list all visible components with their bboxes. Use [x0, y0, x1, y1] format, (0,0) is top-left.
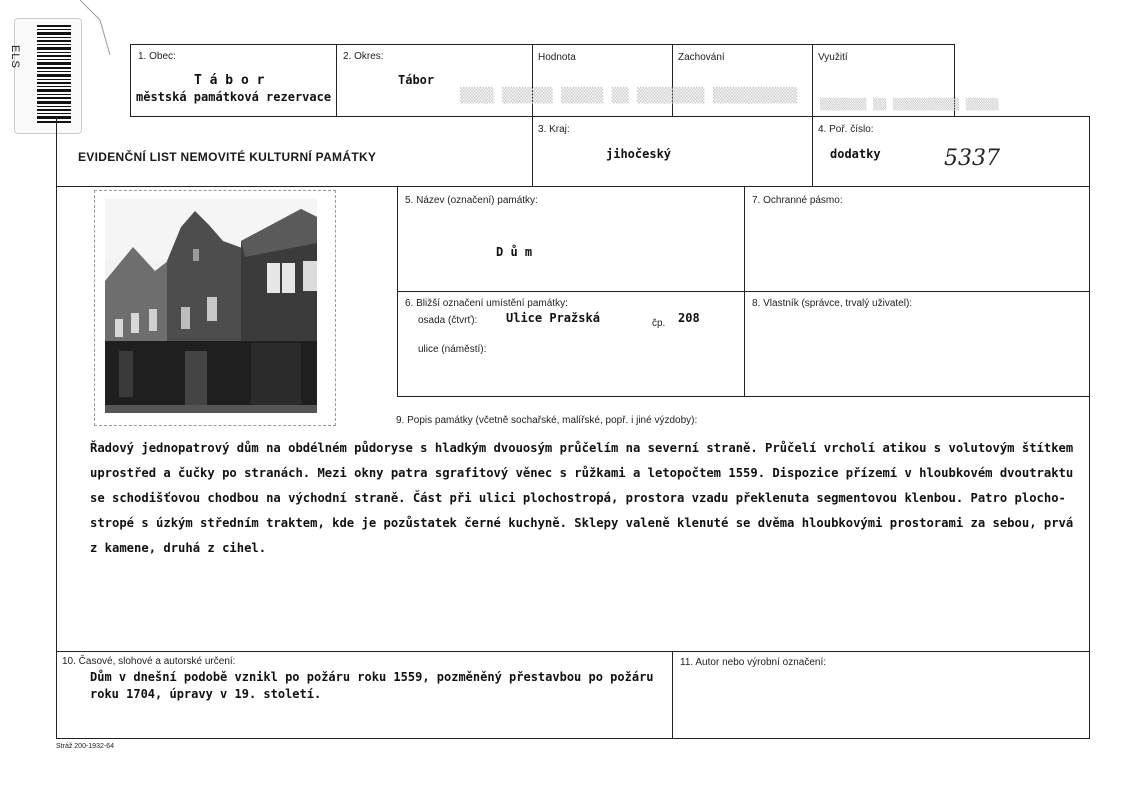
popis-text	[90, 436, 1074, 561]
popis-label: 9. Popis památky (včetně sochařské, malířské, popř. i jiné výzdoby):	[396, 415, 698, 426]
vyuziti-label: Využití	[818, 52, 848, 63]
popis-line: uprostřed a čučky po stranách. Mezi okny patra sgrafitový věnec s růžkami a letopočtem 1559. Dispozice přízemí v hloubkovém dvoutraktu	[90, 466, 1074, 480]
casove-line: Dům v dnešní podobě vznikl po požáru roku 1559, pozměněný přestavbou po požáru	[90, 670, 654, 684]
ochranne-pasmo-label: 7. Ochranné pásmo:	[752, 195, 843, 206]
barcode-icon	[37, 25, 71, 125]
popis-line: z kamene, druhá z cihel.	[90, 541, 267, 555]
building-photo	[94, 190, 336, 426]
nazev-value: D ů m	[496, 245, 533, 259]
popis-line: se schodišťovou chodbou na východní straně. Část při ulici plochostropá, prostora vzadu překlenuta segmentovou klenbou. Patro plocho-	[90, 491, 1066, 505]
umisteni-label: 6. Bližší označení umístění památky:	[405, 298, 568, 309]
por-cislo-value: dodatky	[830, 147, 881, 161]
kraj-value: jihočeský	[606, 147, 672, 161]
show-through-text: ▒▒▒▒ ▒▒▒▒▒▒ ▒▒▒▒▒ ▒▒ ▒▒▒▒▒▒▒▒ ▒▒▒▒▒▒▒▒▒▒	[460, 88, 798, 104]
handwritten-number: 5337	[944, 146, 1000, 171]
obec-value-reserve: městská památková rezervace	[136, 90, 332, 104]
hodnota-label: Hodnota	[538, 52, 576, 63]
ulice-label: ulice (náměstí):	[418, 344, 487, 355]
osada-label: osada (čtvrť):	[418, 315, 478, 326]
print-code: Stráž 200-1932-64	[56, 743, 114, 750]
casove-label: 10. Časové, slohové a autorské určení:	[62, 656, 236, 667]
okres-label: 2. Okres:	[343, 51, 384, 62]
cp-label: čp.	[652, 318, 666, 329]
obec-value-town: T á b o r	[194, 73, 265, 88]
form-title: EVIDENČNÍ LIST NEMOVITÉ KULTURNÍ PAMÁTKY	[78, 150, 377, 164]
autor-label: 11. Autor nebo výrobní označení:	[680, 657, 827, 668]
vlastnik-label: 8. Vlastník (správce, trvalý uživatel):	[752, 298, 913, 309]
popis-line: stropé s úzkým středním traktem, kde je pozůstatek černé kuchyně. Sklepy valeně klenuté se dvěma hloubkovými prostorami za sebou, prvá	[90, 516, 1074, 530]
cp-value: 208	[678, 311, 700, 325]
popis-line: Řadový jednopatrový dům na obdélném půdoryse s hladkým dvouosým průčelím na severní straně. Průčelí vrcholí atikou s volutovým štítkem	[90, 441, 1074, 455]
barcode-code-text: ELS	[9, 45, 21, 69]
show-through-text: ▒▒▒▒▒▒▒ ▒▒ ▒▒▒▒▒▒▒▒▒▒ ▒▒▒▒▒	[820, 98, 999, 111]
casove-line: roku 1704, úpravy v 19. století.	[90, 687, 322, 701]
osada-value: Ulice Pražská	[506, 311, 600, 325]
kraj-label: 3. Kraj:	[538, 124, 570, 135]
nazev-label: 5. Název (označení) památky:	[405, 195, 538, 206]
okres-value: Tábor	[398, 73, 435, 87]
fold-mark	[70, 0, 130, 60]
obec-label: 1. Obec:	[138, 51, 176, 62]
por-cislo-label: 4. Poř. číslo:	[818, 124, 874, 135]
zachovani-label: Zachování	[678, 52, 725, 63]
